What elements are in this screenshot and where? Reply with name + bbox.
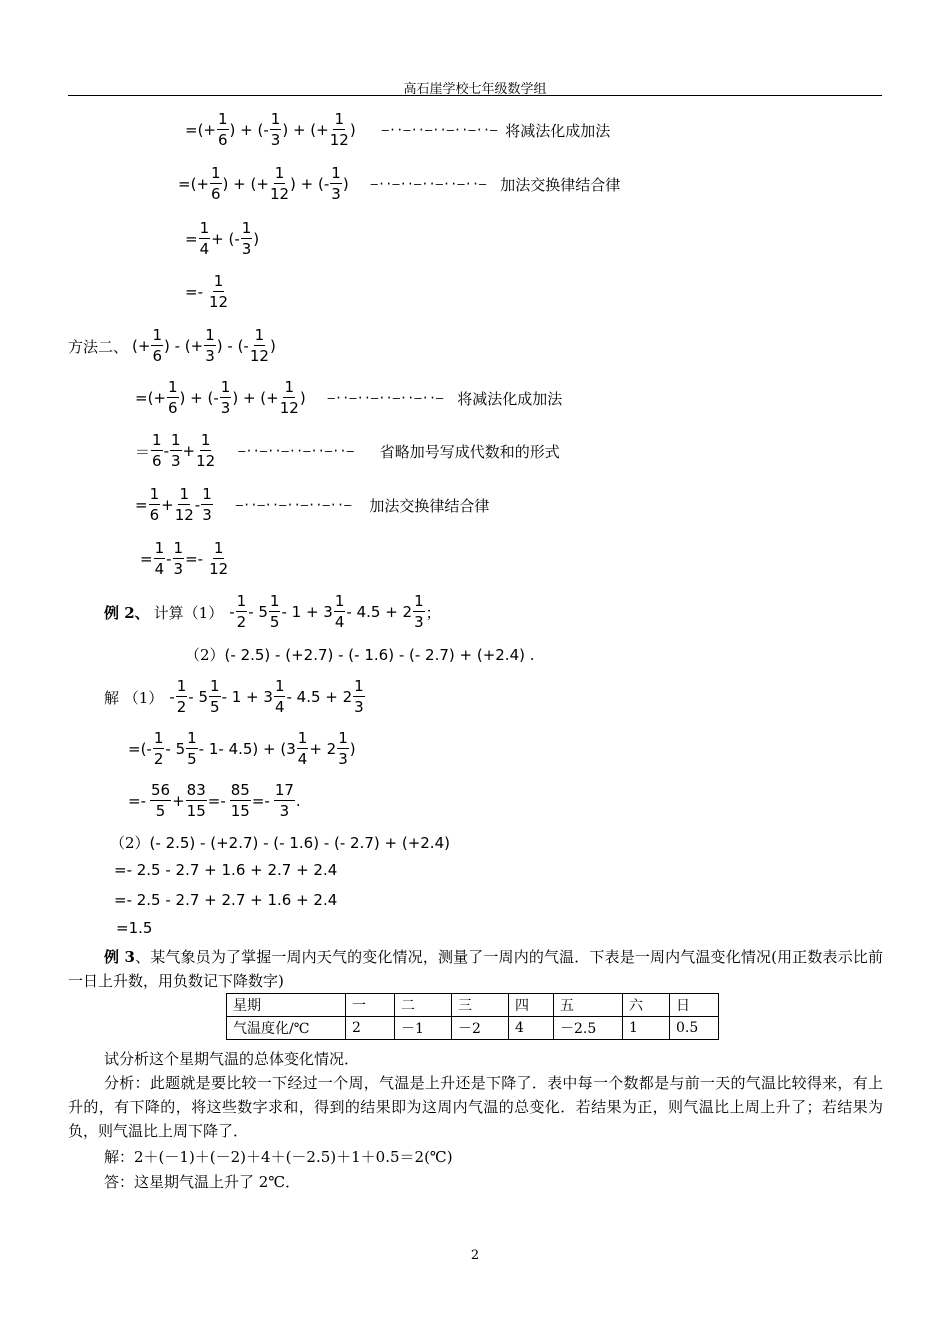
example2-solution1-step2: =- 56 5 + $\frac{83}{15}$ =- $\frac{85}{15}$ =- 17 3 . — [128, 781, 301, 820]
table-cell: 四 — [509, 994, 554, 1017]
table-cell: 日 — [670, 994, 719, 1017]
method2-line2: ＝ 1 6 - 1 3 + $\frac{1}{12}$ –··–··–··–··–··– 省略加号写成代数和的形式 — [135, 431, 560, 470]
example2-solution2-result: =1.5 — [116, 919, 153, 937]
table-row — [227, 994, 719, 1017]
example3-intro: 例 3、某气象员为了掌握一周内天气的变化情况，测量了一周内的气温．下表是一周内气温变化情况(用正数表示比前一日上升数，用负数记下降数字) — [68, 948, 883, 990]
table-cell: 2 — [346, 1017, 395, 1040]
table-cell: 星期 — [227, 994, 346, 1017]
method1-line3: = $\frac{1}{4}$ + (- 1 3 ) — [185, 219, 260, 258]
example3-question: 试分析这个星期气温的总体变化情况． — [104, 1050, 360, 1068]
note-subtraction-to-addition: 将减法化成加法 — [505, 121, 611, 140]
example2-solution2: （2） (- 2.5) - (+2.7) - (- 1.6) - (- 2.7) + (+2.4) — [110, 833, 450, 852]
method2-label: 方法二、 — [68, 337, 129, 356]
table-cell: 五 — [554, 994, 623, 1017]
example2-solution1-step1: =(- 1 2 - 5 1 5 - 1- 4.5) + (3 1 4 + 2 1 3 ) — [128, 729, 356, 768]
temperature-table — [226, 993, 719, 1040]
table-cell: 气温度化/℃ — [227, 1017, 346, 1040]
method2-line1: =(+ $\frac{1}{6}$ ) + (- 1 3 ) + (+ $\frac{1}{12}$ ) –··–··–··–··–··– 将减法化成加法 — [135, 378, 563, 417]
table-cell: 六 — [623, 994, 670, 1017]
table-cell: －1 — [395, 1017, 452, 1040]
example3-answer: 答：这星期气温上升了 2℃． — [104, 1173, 301, 1191]
example3-label: 例 3 — [104, 948, 135, 966]
table-row — [227, 1017, 719, 1040]
page-number: 2 — [470, 1248, 480, 1263]
table-cell: －2.5 — [554, 1017, 623, 1040]
method2-line4: = $\frac{1}{4}$ - $\frac{1}{3}$ =- 1 12 — [140, 539, 229, 578]
example3-analysis: 分析：此题就是要比较一下经过一个周，气温是上升还是下降了．表中每一个数都是与前一天的气温比较得来，有上升的，有下降的，将这些数字求和，得到的结果即为这周内气温的总变化．若结果为正，则气温比上周上升了；若结果为负，则气温比上周下降了． — [68, 1074, 883, 1140]
table-cell: 4 — [509, 1017, 554, 1040]
table-cell: 1 — [623, 1017, 670, 1040]
table-cell: 三 — [452, 994, 509, 1017]
page-header: 高石崖学校七年级数学组 — [403, 82, 547, 97]
example2-solution2-step1: =- 2.5 - 2.7 + 1.6 + 2.7 + 2.4 — [114, 861, 338, 879]
note-commutative-associative: 加法交换律结合律 — [500, 175, 621, 194]
example2-solution2-step2: =- 2.5 - 2.7 + 2.7 + 1.6 + 2.4 — [114, 891, 338, 909]
header-rule — [68, 95, 882, 96]
table-cell: 一 — [346, 994, 395, 1017]
example2-solution1: 解 （1） - 1 2 - 5 1 5 - 1 + 3 1 4 - 4.5 + 2 1 3 — [104, 677, 364, 716]
method1-line2: = (+ $\frac{1}{6}$ ) + (+ $\frac{1}{12}$ ) + (- 1 3 ) –··–··–··–··–··– 加法交换律结合律 — [178, 164, 621, 203]
method1-line4: =- 1 12 — [185, 272, 229, 311]
example3-solution: 解：2＋(－1)＋(－2)＋4＋(－2.5)＋1＋0.5＝2(℃) — [104, 1148, 453, 1166]
example2-part2: （2） (- 2.5) - (+2.7) - (- 1.6) - (- 2.7) + (+2.4) . — [185, 645, 535, 664]
example2-task: 例 2、 计算（1） - 1 2 - 5 1 5 - 1 + 3 1 4 - 4.5 + 2 1 3 ； — [104, 592, 441, 631]
method1-line1: = (+ $\frac{1}{6}$ ) + (- 1 3 ) + (+ $\frac{1}{12}$ ) –··–··–··–··–··– 将减法化成加法 — [185, 110, 611, 149]
table-cell: －2 — [452, 1017, 509, 1040]
example2-label: 例 2、 — [104, 603, 150, 622]
method2-line3: = $\frac{1}{6}$ + $\frac{1}{12}$ - 1 3 –··–··–··–··–··– 加法交换律结合律 — [135, 485, 490, 524]
table-cell: 二 — [395, 994, 452, 1017]
table-cell: 0.5 — [670, 1017, 719, 1040]
method2-line0: 方法二、 (+ $\frac{1}{6}$ ) - (+ $\frac{1}{3}$ ) - (- 1 12 ) — [68, 326, 276, 365]
